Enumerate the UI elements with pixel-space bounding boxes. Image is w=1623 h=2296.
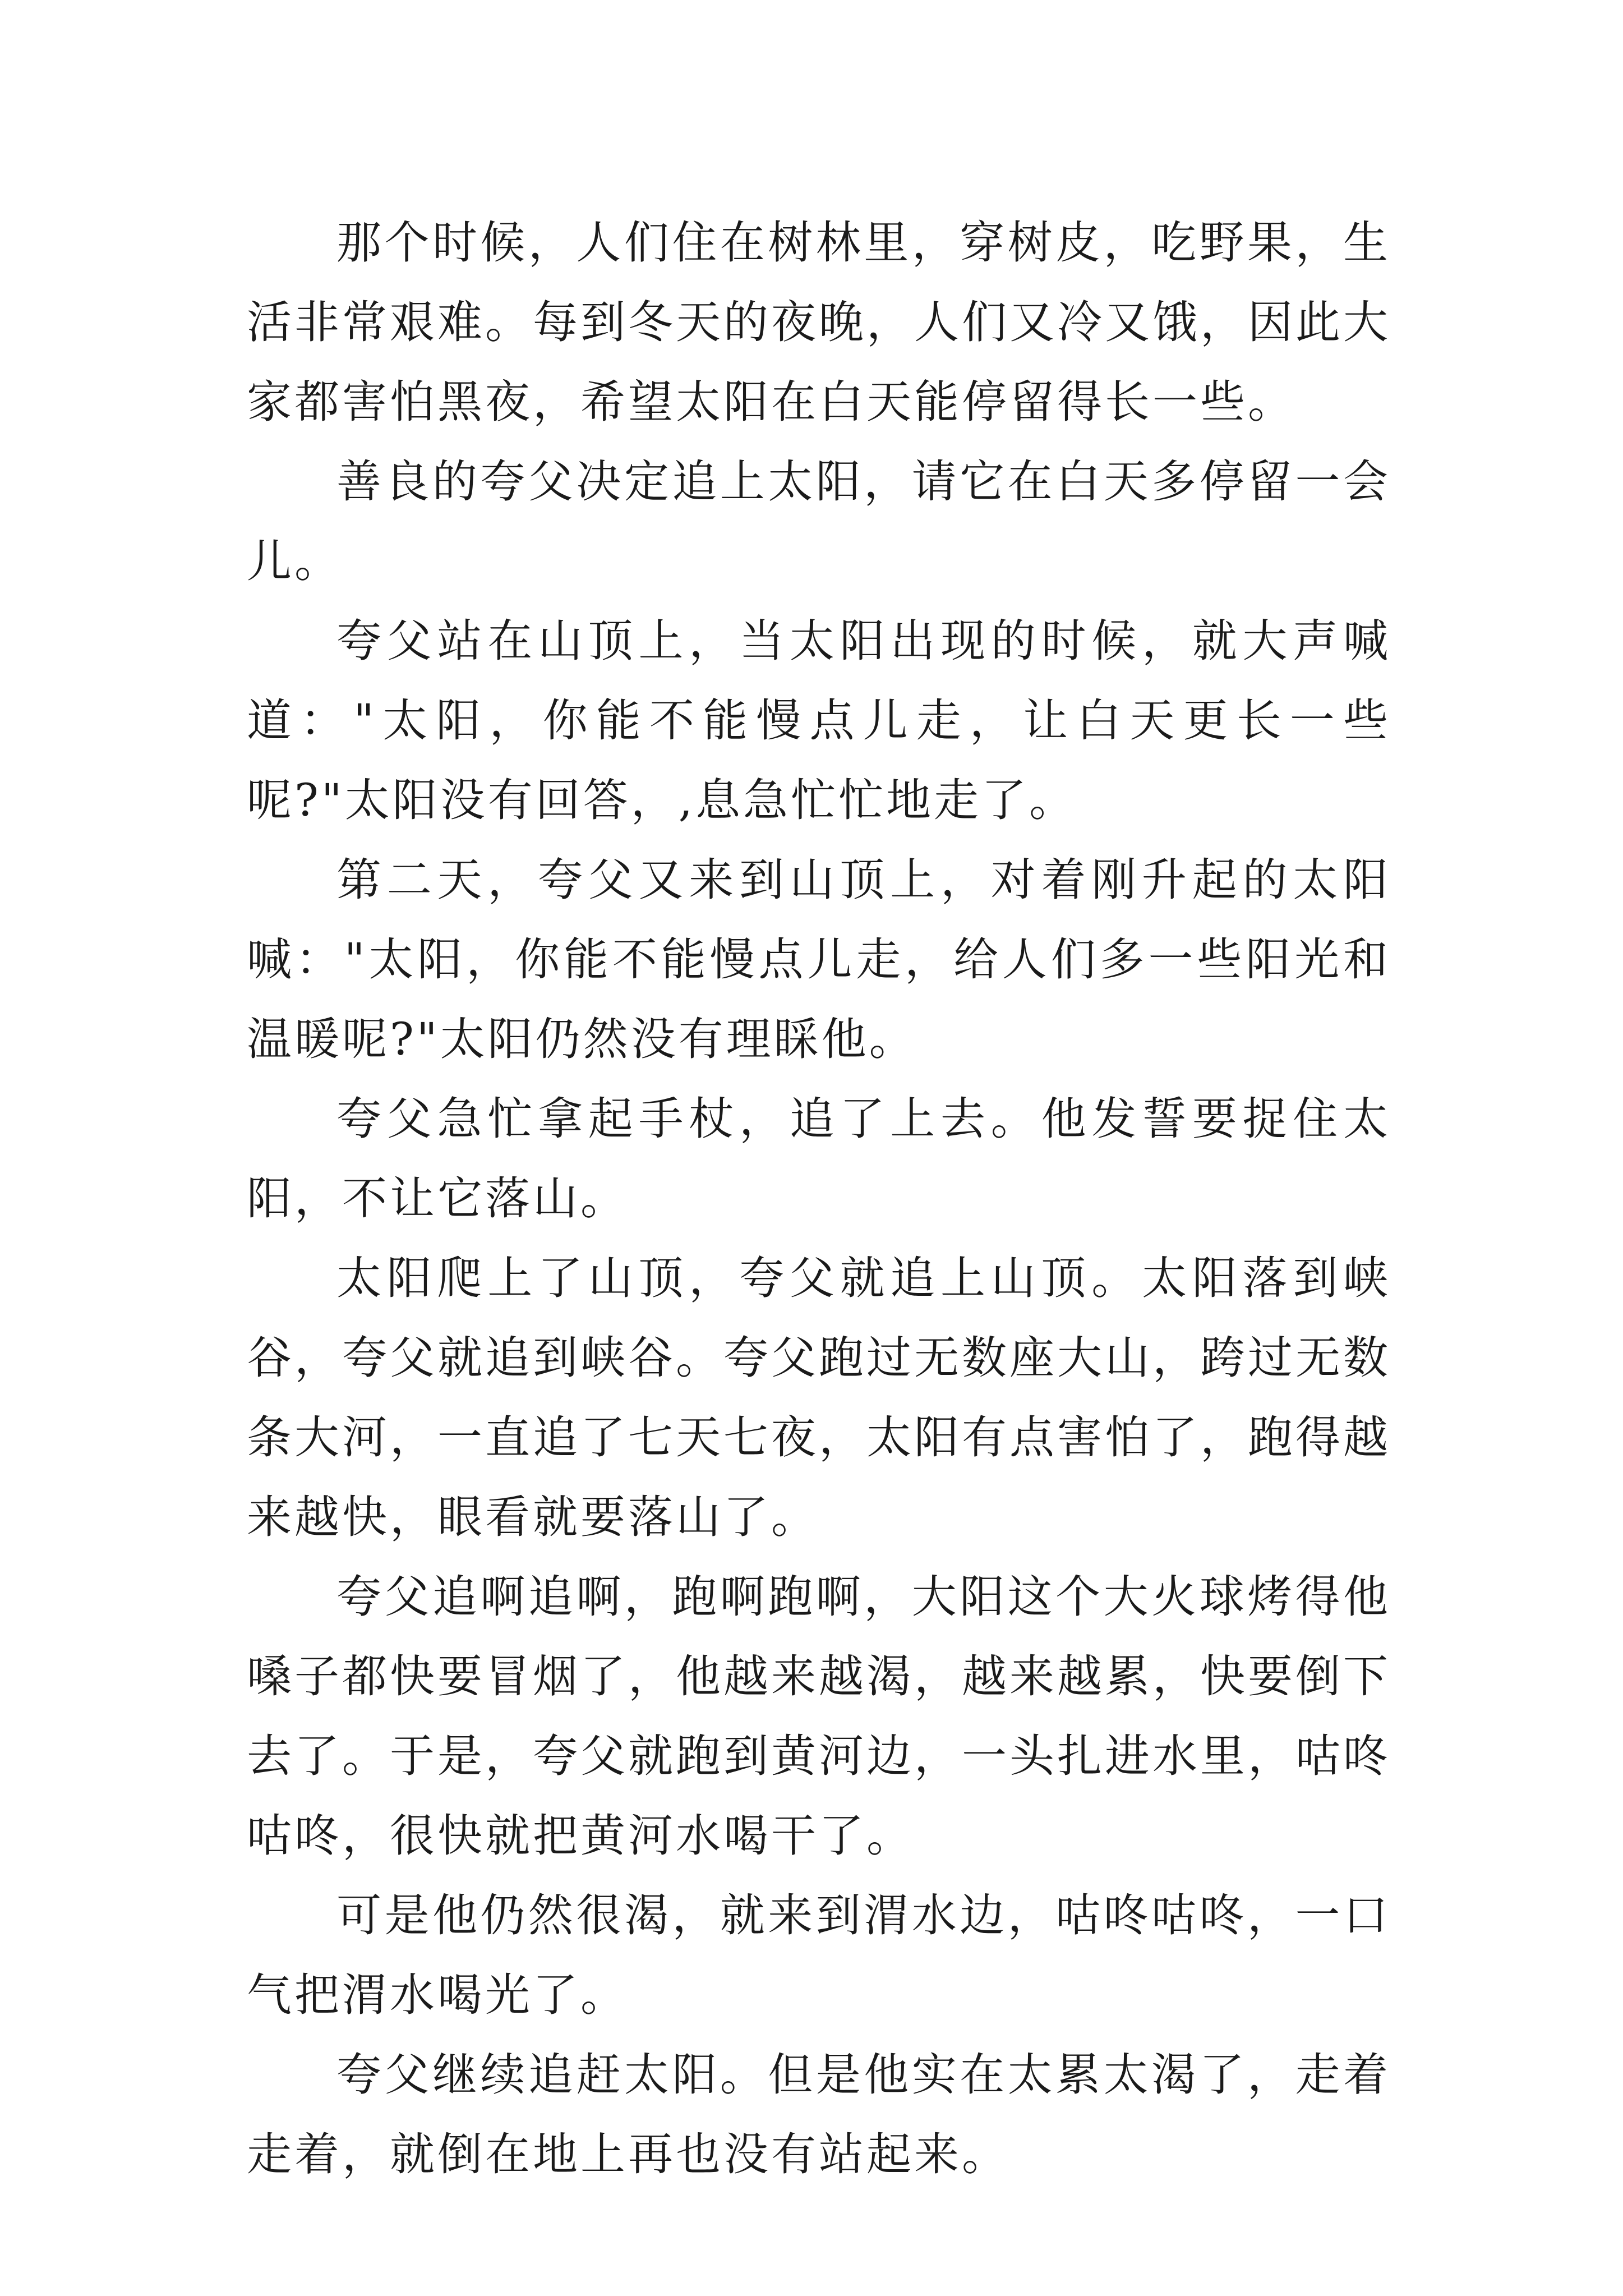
paragraph-3: 夸父站在山顶上，当太阳出现的时候，就大声喊道："太阳，你能不能慢点儿走，让白天更长一些呢?"太阳没有回答，,息急忙忙地走了。 — [247, 615, 1391, 826]
document-body — [247, 203, 1391, 2194]
paragraph-4: 第二天，夸父又来到山顶上，对着刚升起的太阳喊："太阳，你能不能慢点儿走，给人们多一些阳光和温暖呢?"太阳仍然没有理睬他。 — [247, 854, 1391, 1065]
paragraph-9: 夸父继续追赶太阳。但是他实在太累太渴了，走着走着，就倒在地上再也没有站起来。 — [247, 2049, 1391, 2180]
paragraph-7: 夸父追啊追啊，跑啊跑啊，大阳这个大火球烤得他嗓子都快要冒烟了，他越来越渴，越来越累，快要倒下去了。于是，夸父就跑到黄河边，一头扎进水里，咕咚咕咚，很快就把黄河水喝干了。 — [247, 1571, 1391, 1862]
paragraph-6: 太阳爬上了山顶，夸父就追上山顶。太阳落到峡谷，夸父就追到峡谷。夸父跑过无数座大山，跨过无数条大河，一直追了七天七夜，太阳有点害怕了，跑得越来越快，眼看就要落山了。 — [247, 1252, 1391, 1543]
paragraph-1: 那个时候，人们住在树林里，穿树皮，吃野果，生活非常艰难。每到冬天的夜晚，人们又冷又饿，因此大家都害怕黑夜，希望太阳在白天能停留得长一些。 — [247, 217, 1391, 428]
paragraph-2: 善良的夸父决定追上太阳，请它在白天多停留一会儿。 — [247, 455, 1391, 587]
paragraph-5: 夸父急忙拿起手杖，追了上去。他发誓要捉住太阳，不让它落山。 — [247, 1093, 1391, 1225]
paragraph-8: 可是他仍然很渴，就来到渭水边，咕咚咕咚，一口气把渭水喝光了。 — [247, 1889, 1391, 2021]
